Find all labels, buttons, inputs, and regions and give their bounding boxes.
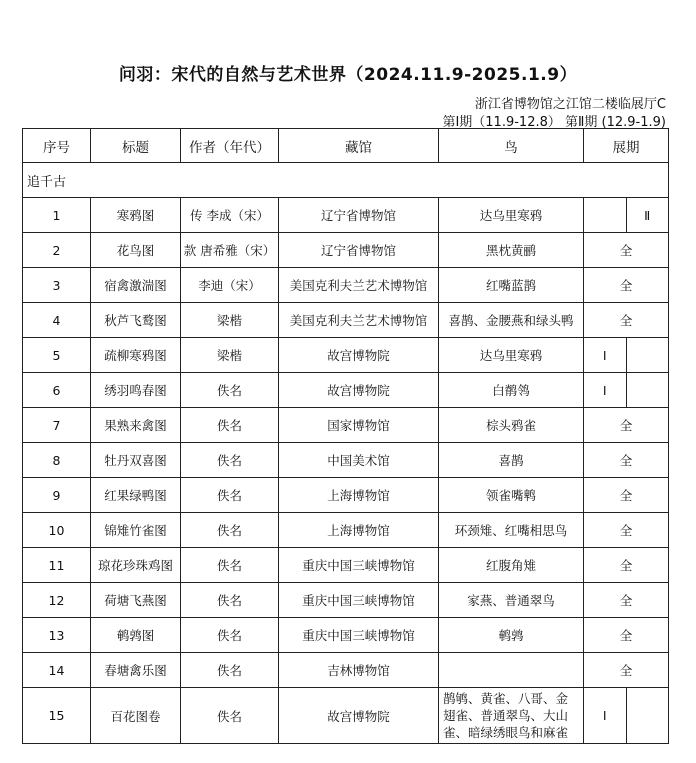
venue-label: 浙江省博物馆之江馆二楼临展厅C xyxy=(474,97,666,112)
cell-period: 全 xyxy=(584,268,669,303)
table-row xyxy=(23,408,669,443)
cell-collection: 重庆中国三峡博物馆 xyxy=(279,548,439,583)
period-1: Ⅰ xyxy=(602,347,607,363)
cell-author: 佚名 xyxy=(181,653,279,688)
header-collection: 藏馆 xyxy=(279,129,439,163)
cell-period: 全 xyxy=(584,548,669,583)
header-bird: 鸟 xyxy=(439,129,584,163)
cell-author: 李迪（宋） xyxy=(181,268,279,303)
cell-no: 13 xyxy=(23,618,91,653)
cell-author: 梁楷 xyxy=(181,338,279,373)
cell-period xyxy=(584,338,669,373)
cell-period: 全 xyxy=(584,513,669,548)
cell-no: 8 xyxy=(23,443,91,478)
cell-bird: 鹊鸲、黄雀、八哥、金翅雀、普通翠鸟、大山雀、暗绿绣眼鸟和麻雀 xyxy=(439,688,584,744)
cell-period: 全 xyxy=(584,618,669,653)
cell-period xyxy=(584,198,669,233)
cell-bird: 白鹡鸰 xyxy=(439,373,584,408)
cell-bird: 鹌鹑 xyxy=(439,618,584,653)
cell-collection: 重庆中国三峡博物馆 xyxy=(279,583,439,618)
cell-no: 15 xyxy=(23,688,91,744)
cell-period: 全 xyxy=(584,408,669,443)
period-1: Ⅰ xyxy=(602,708,607,723)
period-1: Ⅰ xyxy=(602,382,607,398)
cell-title: 秋芦飞鹜图 xyxy=(91,303,181,338)
cell-author: 佚名 xyxy=(181,688,279,744)
header-period: 展期 xyxy=(584,129,669,163)
cell-no: 11 xyxy=(23,548,91,583)
table-row xyxy=(23,233,669,268)
cell-title: 绣羽鸣春图 xyxy=(91,373,181,408)
cell-period: 全 xyxy=(584,478,669,513)
table-row xyxy=(23,478,669,513)
cell-bird: 红腹角雉 xyxy=(439,548,584,583)
period-split xyxy=(584,198,668,232)
header-author: 作者（年代） xyxy=(181,129,279,163)
cell-bird: 喜鹊 xyxy=(439,443,584,478)
table-row xyxy=(23,338,669,373)
cell-author: 传 李成（宋） xyxy=(181,198,279,233)
cell-no: 10 xyxy=(23,513,91,548)
cell-collection: 故宫博物院 xyxy=(279,338,439,373)
cell-title: 鹌鹑图 xyxy=(91,618,181,653)
cell-title: 荷塘飞燕图 xyxy=(91,583,181,618)
cell-period xyxy=(584,688,669,744)
period-1 xyxy=(584,198,626,232)
cell-author: 佚名 xyxy=(181,618,279,653)
cell-bird: 家燕、普通翠鸟 xyxy=(439,583,584,618)
cell-collection: 美国克利夫兰艺术博物馆 xyxy=(279,268,439,303)
cell-collection: 美国克利夫兰艺术博物馆 xyxy=(279,303,439,338)
cell-title: 花鸟图 xyxy=(91,233,181,268)
cell-period: 全 xyxy=(584,303,669,338)
cell-bird: 达乌里寒鸦 xyxy=(439,198,584,233)
cell-author: 佚名 xyxy=(181,478,279,513)
cell-author: 佚名 xyxy=(181,548,279,583)
cell-bird: 达乌里寒鸦 xyxy=(439,338,584,373)
table-row xyxy=(23,548,669,583)
period-legend: 第Ⅰ期（11.9-12.8） 第Ⅱ期 (12.9-1.9) xyxy=(442,115,666,130)
cell-author: 佚名 xyxy=(181,373,279,408)
period-2 xyxy=(626,373,669,407)
cell-no: 14 xyxy=(23,653,91,688)
cell-no: 2 xyxy=(23,233,91,268)
period-2 xyxy=(626,688,669,743)
cell-title: 宿禽激湍图 xyxy=(91,268,181,303)
header-no: 序号 xyxy=(23,129,91,163)
cell-title: 琼花珍珠鸡图 xyxy=(91,548,181,583)
cell-author: 佚名 xyxy=(181,408,279,443)
page-title: 问羽：宋代的自然与艺术世界（2024.11.9-2025.1.9） xyxy=(118,65,578,85)
cell-title: 牡丹双喜图 xyxy=(91,443,181,478)
cell-no: 4 xyxy=(23,303,91,338)
cell-bird: 红嘴蓝鹊 xyxy=(439,268,584,303)
cell-no: 1 xyxy=(23,198,91,233)
cell-collection: 吉林博物馆 xyxy=(279,653,439,688)
cell-period xyxy=(584,373,669,408)
cell-period: 全 xyxy=(584,233,669,268)
cell-title: 百花图卷 xyxy=(91,688,181,744)
cell-bird: 黑枕黄鹂 xyxy=(439,233,584,268)
table-row xyxy=(23,443,669,478)
table-header-row xyxy=(23,129,669,163)
cell-no: 5 xyxy=(23,338,91,373)
cell-no: 12 xyxy=(23,583,91,618)
cell-period: 全 xyxy=(584,583,669,618)
cell-no: 9 xyxy=(23,478,91,513)
cell-author: 佚名 xyxy=(181,443,279,478)
header-title: 标题 xyxy=(91,129,181,163)
table-row xyxy=(23,373,669,408)
cell-bird: 棕头鸦雀 xyxy=(439,408,584,443)
cell-bird: 喜鹊、金腰燕和绿头鸭 xyxy=(439,303,584,338)
cell-author: 佚名 xyxy=(181,513,279,548)
cell-no: 3 xyxy=(23,268,91,303)
section-title: 追千古 xyxy=(23,163,669,198)
table-row xyxy=(23,268,669,303)
period-2: Ⅱ xyxy=(626,198,669,232)
table-row xyxy=(23,618,669,653)
cell-collection: 重庆中国三峡博物馆 xyxy=(279,618,439,653)
cell-collection: 辽宁省博物馆 xyxy=(279,233,439,268)
cell-bird xyxy=(439,653,584,688)
period-split xyxy=(584,373,668,407)
cell-period: 全 xyxy=(584,653,669,688)
cell-author: 佚名 xyxy=(181,583,279,618)
cell-no: 7 xyxy=(23,408,91,443)
cell-collection: 上海博物馆 xyxy=(279,478,439,513)
cell-title: 春塘禽乐图 xyxy=(91,653,181,688)
period-split xyxy=(584,338,668,372)
table-row xyxy=(23,583,669,618)
table-row xyxy=(23,653,669,688)
cell-title: 红果绿鸭图 xyxy=(91,478,181,513)
cell-title: 锦雉竹雀图 xyxy=(91,513,181,548)
exhibit-table xyxy=(22,128,669,744)
period-2 xyxy=(626,338,669,372)
cell-period: 全 xyxy=(584,443,669,478)
cell-collection: 国家博物馆 xyxy=(279,408,439,443)
cell-author: 款 唐希雅（宋） xyxy=(181,233,279,268)
cell-bird: 领雀嘴鹎 xyxy=(439,478,584,513)
cell-collection: 中国美术馆 xyxy=(279,443,439,478)
table-row xyxy=(23,513,669,548)
cell-title: 寒鸦图 xyxy=(91,198,181,233)
table-row xyxy=(23,303,669,338)
cell-bird: 环颈雉、红嘴相思鸟 xyxy=(439,513,584,548)
cell-collection: 辽宁省博物馆 xyxy=(279,198,439,233)
cell-collection: 故宫博物院 xyxy=(279,688,439,744)
cell-title: 疏柳寒鸦图 xyxy=(91,338,181,373)
cell-collection: 故宫博物院 xyxy=(279,373,439,408)
period-split xyxy=(584,688,668,743)
cell-title: 果熟来禽图 xyxy=(91,408,181,443)
table-row xyxy=(23,688,669,744)
cell-author: 梁楷 xyxy=(181,303,279,338)
cell-collection: 上海博物馆 xyxy=(279,513,439,548)
cell-no: 6 xyxy=(23,373,91,408)
table-row xyxy=(23,198,669,233)
section-row xyxy=(23,163,669,198)
